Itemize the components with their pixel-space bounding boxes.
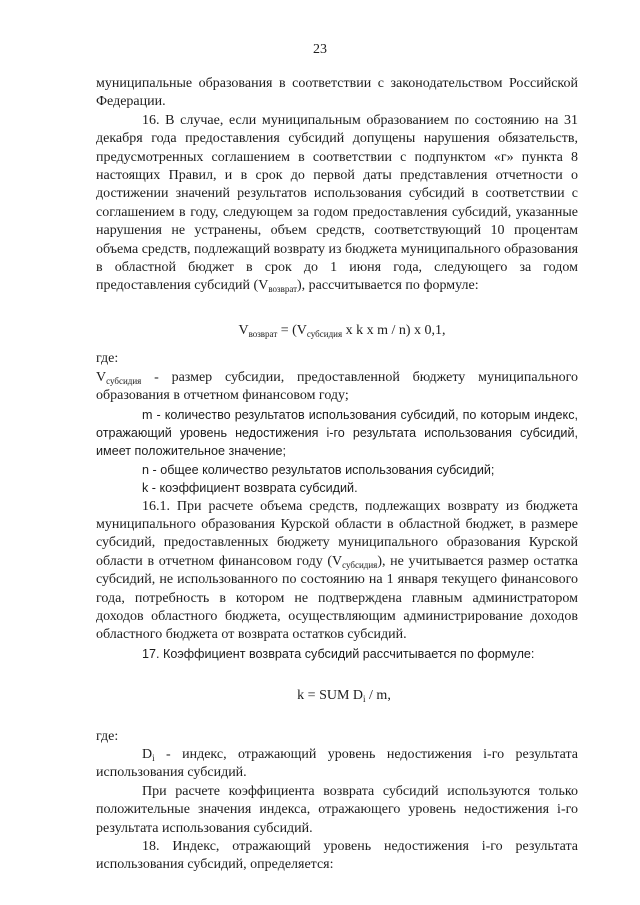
where-label-2: где: (96, 728, 119, 744)
definition-v-subsidiya: $V_{субсидия}$ - размер субсидии, предоставленной бюджету муниципального образования в отчетном финансовом году; (96, 369, 578, 404)
page-number: 23 (313, 42, 327, 57)
formula-k: k = SUM $D_i$ / m, (297, 688, 391, 705)
paragraph-17: 17. Коэффициент возврата субсидий рассчитывается по формуле: (142, 646, 535, 661)
where-label-1: где: (96, 351, 119, 367)
document-body (96, 75, 578, 875)
definition-m: m - количество результатов использования субсидий, по которым индекс, отражающий уровень недостижения i-го результата использования субсидий, имеет положительное значение; (96, 407, 578, 459)
formula-vozvrat: $V_{возврат} = (V_{субсидия}$ x k x m / n) x 0,1, (238, 322, 446, 339)
paragraph-calculation: При расчете коэффициента возврата субсидий используются только положительные значения индекса, отражающего уровень недостижения i-го результата использования субсидий. (96, 783, 578, 836)
definition-n: n - общее количество результатов использования субсидий; (142, 462, 495, 477)
definition-k: k - коэффициент возврата субсидий. (142, 481, 358, 496)
paragraph-continuation: муниципальные образования в соответствии с законодательством Российской Федерации. (96, 76, 578, 110)
paragraph-18: 18. Индекс, отражающий уровень недостижения i-го результата использования субсидий, определяется: (96, 839, 578, 873)
paragraph-16-1: 16.1. При расчете объема средств, подлежащих возврату из бюджета муниципального образования Курской области в областной бюджет, в размере субсидий, предоставленных бюджету муниципального образования Курской области в отчетном финансовом году $(V_{субсидия})$, не учитывается размер остатка субсидий, не использованного по состоянию на 1 января текущего финансового года, потребность в котором не подтверждена главным администратором доходов областного бюджета, осуществляющим администрирование доходов областного бюджета от возврата остатков субсидий. (96, 498, 578, 643)
definition-d: $D_i$ - индекс, отражающий уровень недостижения i-го результата использования субсидий. (96, 747, 578, 781)
paragraph-16: 16. В случае, если муниципальным образованием по состоянию на 31 декабря года предоставления субсидий допущены нарушения обязательств, предусмотренных соглашением в соответствии с подпунктом «г» пункта 8 настоящих Правил, и в срок до первой даты представления отчетности о достижении значений результатов использования субсидий в соответствии с соглашением в году, следующем за годом предоставления субсидий, указанные нарушения не устранены, объем средств, соответствующий 10 процентам объема средств, подлежащий возврату из бюджета муниципального образования в областной бюджет в срок до 1 июня года, следующего за годом предоставления субсидий $(V_{возврат})$, рассчитывается по формуле: (96, 112, 579, 295)
